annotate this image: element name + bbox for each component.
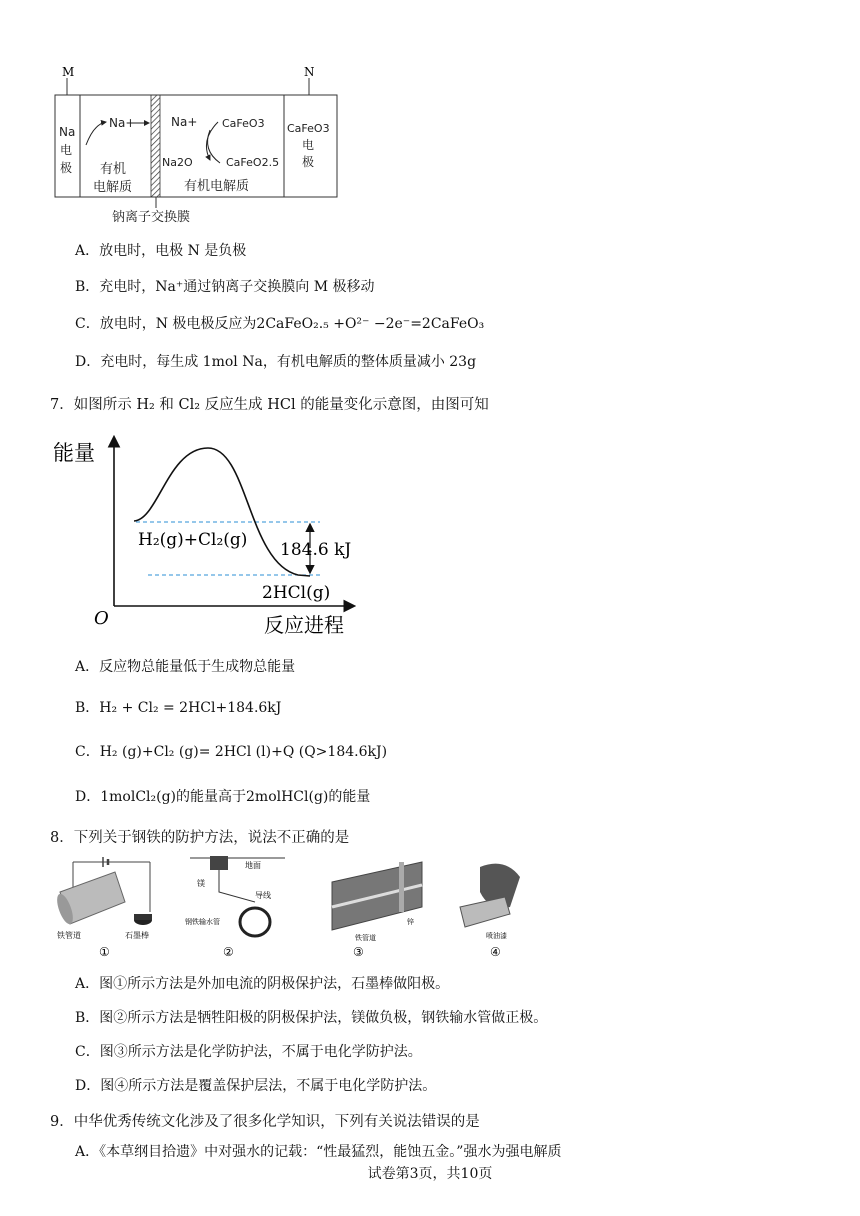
option-text: 反应物总能量低于生成物总能量 [99, 659, 296, 675]
option-letter: B． [75, 700, 100, 716]
option-text: 放电时，电极 N 是负极 [99, 243, 247, 259]
terminal-n-label: N [304, 65, 315, 79]
option-letter: A． [75, 1144, 100, 1160]
option-text: 《本草纲目拾遗》中对强水的记载：“性最猛烈，能蚀五金。”强水为强电解质 [99, 1144, 562, 1160]
fig2-pipe-label: 钢铁输水管 [185, 918, 220, 926]
protection-figures [55, 852, 535, 962]
y-axis-label: 能量 [53, 441, 95, 465]
ion-na-left: Na+ [109, 116, 136, 130]
na-electrode-line2: 电 [60, 143, 73, 157]
option-letter: C． [75, 1044, 100, 1060]
q7-option-d [75, 786, 370, 806]
species-na2o: Na2O [162, 156, 193, 169]
species-cafeo3: CaFeO3 [222, 117, 265, 130]
q8-option-b [75, 1007, 547, 1027]
left-electrolyte-line1: 有机 [100, 162, 127, 177]
option-letter: A． [75, 659, 100, 675]
fig4-spray-label: 喷油漆 [486, 932, 507, 940]
option-letter: C． [75, 744, 100, 760]
option-text: 图③所示方法是化学防护法，不属于电化学防护法。 [99, 1044, 422, 1060]
option-letter: A． [75, 243, 100, 259]
fig1-pipe-label: 铁管道 [57, 931, 81, 940]
option-letter: A． [75, 976, 100, 992]
q9-option-a [75, 1141, 561, 1161]
q9-stem: 9．中华优秀传统文化涉及了很多化学知识，下列有关说法错误的是 [50, 1114, 480, 1130]
fig4-number: ④ [490, 945, 501, 959]
fig1-external-current [55, 857, 152, 959]
cafeo3-electrode-line2: 电 [302, 138, 315, 152]
membrane-label: 钠离子交换膜 [112, 210, 191, 225]
fig3-zn-label: 锌 [407, 918, 414, 926]
cafeo3-electrode-line1: CaFeO3 [287, 122, 330, 135]
q6-option-d [75, 351, 476, 371]
terminal-m-label: M [62, 65, 75, 79]
fig1-rod-label: 石墨棒 [125, 931, 149, 940]
option-letter: B． [75, 279, 100, 295]
option-text: 图②所示方法是牺牲阳极的阴极保护法，镁做负极，钢铁输水管做正极。 [99, 1010, 548, 1026]
fig2-sacrificial-anode [185, 856, 285, 959]
product-label: 2HCl(g) [262, 583, 331, 603]
fig4-spray-paint [460, 864, 520, 959]
option-text: 放电时，N 极电极反应为2CaFeO₂.₅ +O²⁻ −2e⁻=2CaFeO₃ [99, 316, 485, 332]
right-electrolyte-label: 有机电解质 [184, 179, 250, 194]
fig2-ground-label: 地面 [245, 861, 261, 870]
page-footer: 试卷第3页，共10页 [367, 1166, 493, 1182]
option-letter: D． [75, 789, 101, 805]
q7-option-a [75, 656, 295, 676]
q8-stem: 8．下列关于钢铁的防护方法，说法不正确的是 [50, 830, 350, 846]
option-text: 1molCl₂(g)的能量高于2molHCl(g)的能量 [100, 789, 371, 805]
energy-diagram [48, 428, 368, 638]
q7-stem: 7．如图所示 H₂ 和 Cl₂ 反应生成 HCl 的能量变化示意图，由图可知 [50, 397, 489, 413]
q6-option-c [75, 313, 484, 333]
option-letter: B． [75, 1010, 100, 1026]
option-letter: D． [75, 1078, 101, 1094]
origin-label: O [94, 608, 109, 629]
species-cafeo25: CaFeO2.5 [226, 156, 280, 169]
delta-energy-label: 184.6 kJ [280, 540, 352, 560]
option-text: H₂ (g)+Cl₂ (g)= 2HCl (l)+Q (Q>184.6kJ) [99, 744, 388, 760]
cafeo3-electrode-line3: 极 [302, 155, 315, 169]
q8-option-a [75, 973, 449, 993]
q6-option-a [75, 240, 246, 260]
q8-option-d [75, 1075, 436, 1095]
option-text: 图①所示方法是外加电流的阴极保护法，石墨棒做阳极。 [99, 976, 450, 992]
q7-option-b [75, 697, 281, 717]
fig2-mg-label: 镁 [197, 879, 205, 888]
fig3-pipe-label: 铁管道 [355, 934, 376, 942]
battery-diagram [50, 60, 350, 230]
reactants-label: H₂(g)+Cl₂(g) [138, 530, 248, 550]
fig2-number: ② [223, 945, 234, 959]
fig1-number: ① [99, 945, 110, 959]
ion-na-right: Na+ [171, 115, 198, 129]
option-letter: C． [75, 316, 100, 332]
fig2-wire-label: 导线 [255, 891, 271, 900]
na-electrode-line1: Na [59, 125, 76, 139]
q8-option-c [75, 1041, 422, 1061]
option-text: 充电时，Na⁺通过钠离子交换膜向 M 极移动 [99, 279, 375, 295]
option-text: 图④所示方法是覆盖保护层法，不属于电化学防护法。 [100, 1078, 437, 1094]
fig3-number: ③ [353, 945, 364, 959]
left-electrolyte-line2: 电解质 [93, 180, 133, 195]
q7-option-c [75, 741, 387, 761]
x-axis-label: 反应进程 [264, 613, 344, 637]
option-text: H₂ + Cl₂ = 2HCl+184.6kJ [99, 700, 282, 716]
na-electrode-line3: 极 [60, 161, 73, 175]
option-letter: D． [75, 354, 101, 370]
fig3-zinc-block [332, 862, 422, 959]
option-text: 充电时，每生成 1mol Na，有机电解质的整体质量减小 23g [100, 354, 477, 370]
q6-option-b [75, 276, 375, 296]
